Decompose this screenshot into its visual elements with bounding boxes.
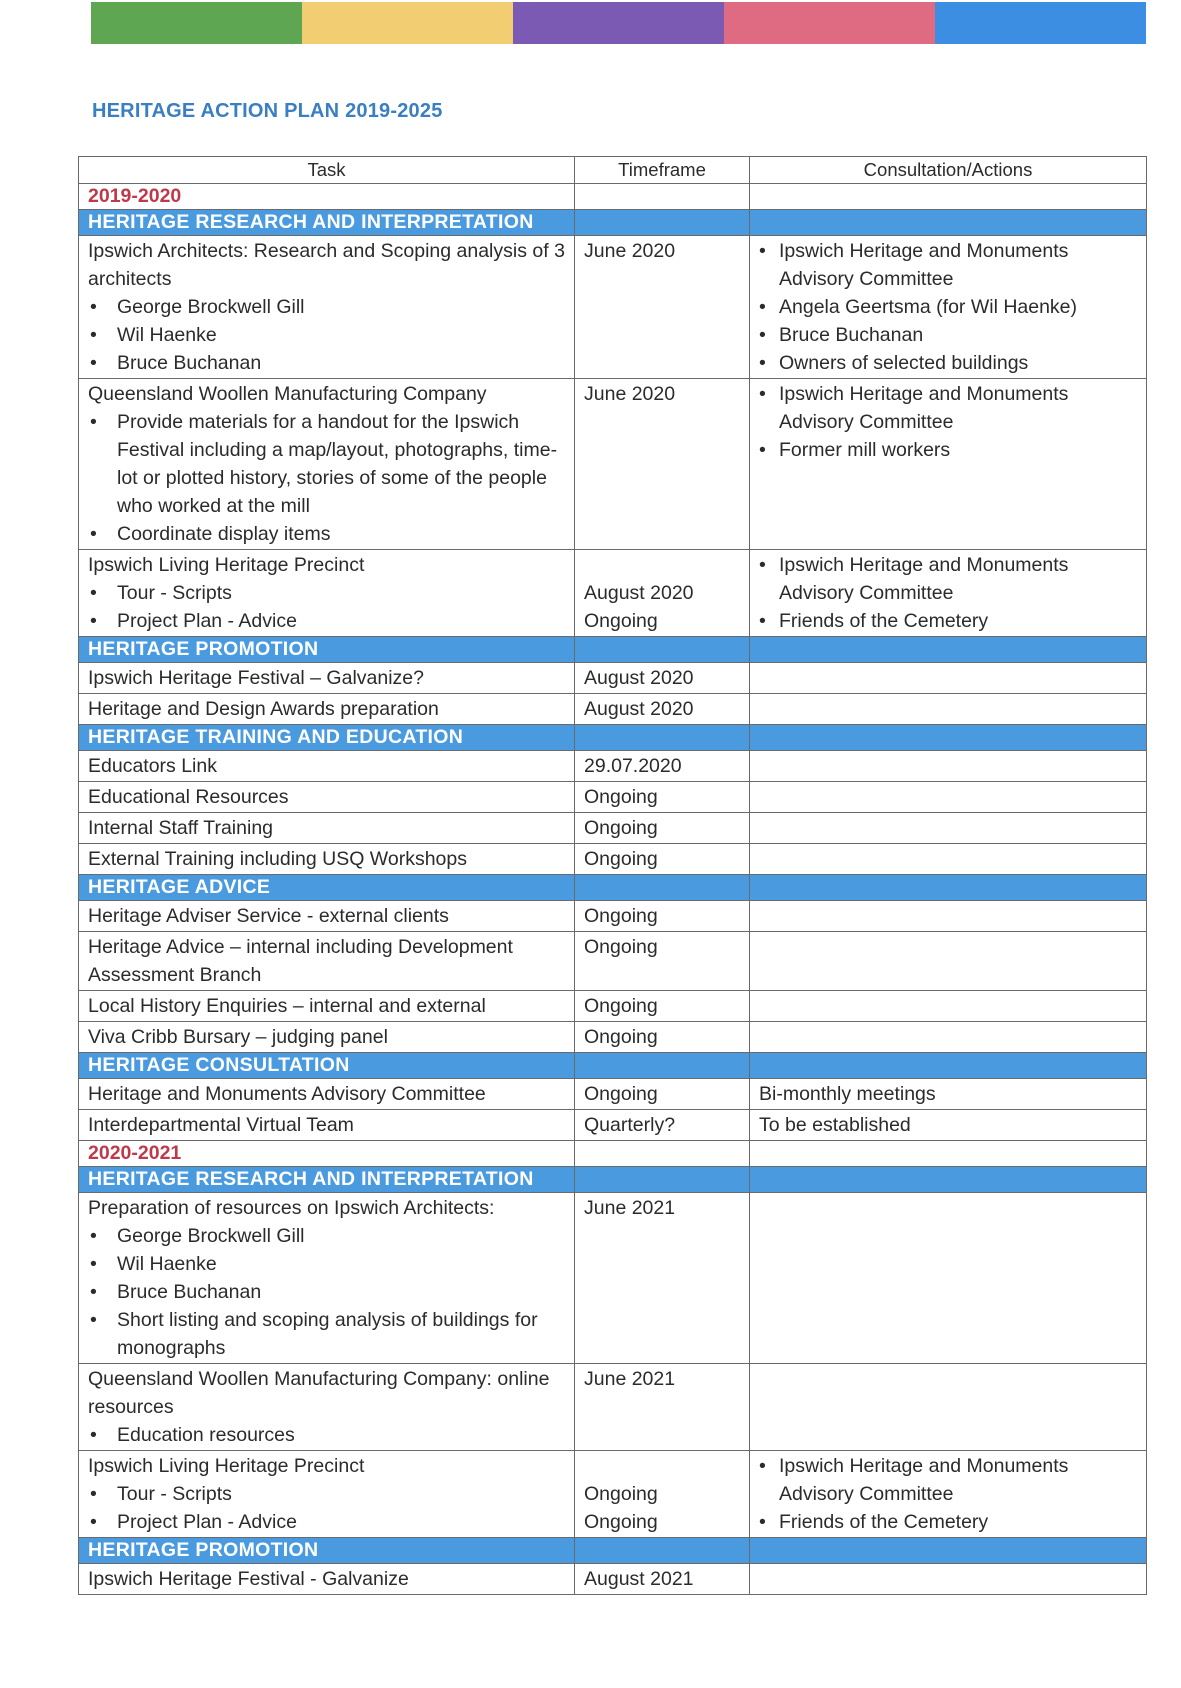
table-row — [79, 1110, 1147, 1141]
section-label: HERITAGE RESEARCH AND INTERPRETATION — [79, 1167, 575, 1193]
table-row — [79, 663, 1147, 694]
section-row — [79, 1167, 1147, 1193]
task-cell: Heritage Adviser Service - external clients — [79, 901, 575, 932]
timeframe-cell — [575, 1451, 750, 1538]
timeframe-cell: Quarterly? — [575, 1110, 750, 1141]
header-timeframe: Timeframe — [575, 157, 750, 184]
consultation-list — [759, 551, 1138, 635]
list-item: • Bruce Buchanan — [759, 321, 1138, 349]
list-item: • Angela Geertsma (for Wil Haenke) — [759, 293, 1138, 321]
section-label: HERITAGE PROMOTION — [79, 1538, 575, 1564]
table-row — [79, 379, 1147, 550]
color-bar-yellow — [302, 2, 513, 44]
table-row — [79, 1079, 1147, 1110]
timeframe-cell: Ongoing — [575, 932, 750, 991]
section-label: HERITAGE PROMOTION — [79, 637, 575, 663]
list-item: • Tour - Scripts — [88, 579, 566, 607]
table-row — [79, 1451, 1147, 1538]
table-row — [79, 991, 1147, 1022]
year-row — [79, 184, 1147, 210]
table-row — [79, 932, 1147, 991]
task-cell — [79, 1451, 575, 1538]
task-cell: Interdepartmental Virtual Team — [79, 1110, 575, 1141]
task-cell: Educators Link — [79, 751, 575, 782]
color-bar — [91, 2, 1146, 44]
action-plan-table — [78, 156, 1147, 1595]
task-text: Preparation of resources on Ipswich Architects: — [88, 1197, 495, 1219]
timeframe-cell: Ongoing — [575, 782, 750, 813]
task-text: Ipswich Architects: Research and Scoping analysis of 3 architects — [88, 240, 565, 290]
list-item: • Friends of the Cemetery — [759, 1508, 1138, 1536]
table-row — [79, 694, 1147, 725]
timeframe-cell: Ongoing — [575, 901, 750, 932]
list-item: • Ipswich Heritage and Monuments Advisory Committee — [759, 380, 1138, 436]
list-item: • Tour - Scripts — [88, 1480, 566, 1508]
task-text: Queensland Woollen Manufacturing Company: online resources — [88, 1368, 550, 1418]
section-row — [79, 637, 1147, 663]
list-item: • Education resources — [88, 1421, 566, 1449]
table-row — [79, 1564, 1147, 1595]
task-text: Ipswich Living Heritage Precinct — [88, 1455, 365, 1477]
list-item: • Former mill workers — [759, 436, 1138, 464]
consultation-cell: To be established — [750, 1110, 1147, 1141]
timeframe-cell: June 2021 — [575, 1364, 750, 1451]
section-label: HERITAGE ADVICE — [79, 875, 575, 901]
list-item: • Bruce Buchanan — [88, 1278, 566, 1306]
list-item: • Short listing and scoping analysis of buildings for monographs — [88, 1306, 566, 1362]
table-row — [79, 782, 1147, 813]
task-bullet-list — [88, 293, 566, 377]
color-bar-pink — [724, 2, 935, 44]
section-label: HERITAGE CONSULTATION — [79, 1053, 575, 1079]
table-row — [79, 844, 1147, 875]
timeframe-cell: Ongoing — [575, 991, 750, 1022]
task-text: Ipswich Living Heritage Precinct — [88, 554, 365, 576]
list-item: • Bruce Buchanan — [88, 349, 566, 377]
task-cell: Heritage and Design Awards preparation — [79, 694, 575, 725]
timeframe-cell: Ongoing — [575, 1022, 750, 1053]
task-cell — [79, 379, 575, 550]
timeframe-cell: 29.07.2020 — [575, 751, 750, 782]
color-bar-blue — [935, 2, 1146, 44]
table-row — [79, 751, 1147, 782]
consultation-cell — [750, 379, 1147, 550]
consultation-cell — [750, 550, 1147, 637]
year-row — [79, 1141, 1147, 1167]
task-cell — [79, 1193, 575, 1364]
task-bullet-list — [88, 408, 566, 548]
table-row — [79, 236, 1147, 379]
consultation-list — [759, 237, 1138, 377]
timeframe-cell — [575, 550, 750, 637]
task-cell: Educational Resources — [79, 782, 575, 813]
task-text: Queensland Woollen Manufacturing Company — [88, 383, 487, 405]
table-row — [79, 1193, 1147, 1364]
section-row — [79, 1053, 1147, 1079]
page-title: HERITAGE ACTION PLAN 2019-2025 — [92, 100, 443, 122]
list-item: • Friends of the Cemetery — [759, 607, 1138, 635]
timeframe-cell: June 2020 — [575, 379, 750, 550]
list-item: • Coordinate display items — [88, 520, 566, 548]
table-row — [79, 813, 1147, 844]
year-label: 2020-2021 — [79, 1141, 575, 1167]
list-item: • Wil Haenke — [88, 321, 566, 349]
task-bullet-list — [88, 1480, 566, 1536]
list-item: • George Brockwell Gill — [88, 1222, 566, 1250]
section-label: HERITAGE TRAINING AND EDUCATION — [79, 725, 575, 751]
task-cell: Ipswich Heritage Festival - Galvanize — [79, 1564, 575, 1595]
timeframe-cell: August 2020 — [575, 663, 750, 694]
section-row — [79, 875, 1147, 901]
section-row — [79, 725, 1147, 751]
timeframe-cell: Ongoing — [575, 813, 750, 844]
list-item: • Project Plan - Advice — [88, 607, 566, 635]
section-row — [79, 210, 1147, 236]
task-bullet-list — [88, 579, 566, 635]
list-item: • Project Plan - Advice — [88, 1508, 566, 1536]
task-cell — [79, 236, 575, 379]
timeframe-cell: June 2020 — [575, 236, 750, 379]
timeframe-text: August 2020 — [584, 582, 694, 604]
task-cell: Viva Cribb Bursary – judging panel — [79, 1022, 575, 1053]
timeframe-cell: August 2020 — [575, 694, 750, 725]
list-item: • Provide materials for a handout for the Ipswich Festival including a map/layout, photographs, time-lot or plotted history, stories of some of the people who worked at the mill — [88, 408, 566, 520]
section-label: HERITAGE RESEARCH AND INTERPRETATION — [79, 210, 575, 236]
timeframe-cell: Ongoing — [575, 844, 750, 875]
color-bar-green — [91, 2, 302, 44]
list-item: • Ipswich Heritage and Monuments Advisory Committee — [759, 1452, 1138, 1508]
table-row — [79, 901, 1147, 932]
timeframe-cell: June 2021 — [575, 1193, 750, 1364]
timeframe-cell: August 2021 — [575, 1564, 750, 1595]
table-row — [79, 1364, 1147, 1451]
consultation-list — [759, 380, 1138, 464]
task-cell: External Training including USQ Workshops — [79, 844, 575, 875]
section-row — [79, 1538, 1147, 1564]
list-item: • George Brockwell Gill — [88, 293, 566, 321]
consultation-list — [759, 1452, 1138, 1536]
list-item: • Owners of selected buildings — [759, 349, 1138, 377]
table-row — [79, 550, 1147, 637]
timeframe-text: Ongoing — [584, 610, 658, 632]
task-cell — [79, 550, 575, 637]
list-item: • Wil Haenke — [88, 1250, 566, 1278]
task-cell — [79, 1364, 575, 1451]
task-bullet-list — [88, 1421, 566, 1449]
consultation-cell — [750, 1451, 1147, 1538]
table-header-row — [79, 157, 1147, 184]
header-consultation: Consultation/Actions — [750, 157, 1147, 184]
task-cell: Local History Enquiries – internal and external — [79, 991, 575, 1022]
task-cell: Internal Staff Training — [79, 813, 575, 844]
table-row — [79, 1022, 1147, 1053]
timeframe-text: Ongoing — [584, 1511, 658, 1533]
header-task: Task — [79, 157, 575, 184]
task-cell: Ipswich Heritage Festival – Galvanize? — [79, 663, 575, 694]
list-item: • Ipswich Heritage and Monuments Advisory Committee — [759, 237, 1138, 293]
consultation-cell — [750, 236, 1147, 379]
timeframe-text: Ongoing — [584, 1483, 658, 1505]
task-bullet-list — [88, 1222, 566, 1362]
list-item: • Ipswich Heritage and Monuments Advisory Committee — [759, 551, 1138, 607]
year-label: 2019-2020 — [79, 184, 575, 210]
timeframe-cell: Ongoing — [575, 1079, 750, 1110]
color-bar-purple — [513, 2, 724, 44]
task-cell: Heritage and Monuments Advisory Committee — [79, 1079, 575, 1110]
task-cell: Heritage Advice – internal including Development Assessment Branch — [79, 932, 575, 991]
consultation-cell: Bi-monthly meetings — [750, 1079, 1147, 1110]
